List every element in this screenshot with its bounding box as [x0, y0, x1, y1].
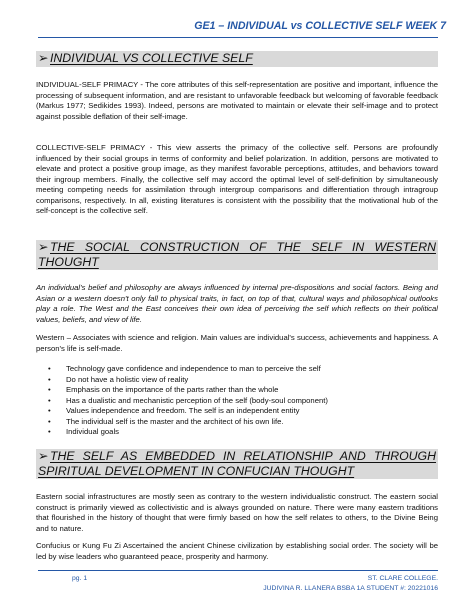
arrow-bullet-icon: ➢	[38, 449, 49, 463]
paragraph-individual-self-primacy: INDIVIDUAL-SELF PRIMACY - The core attributes of this self-representation are positive and important, influence the processing of subsequent information, and are resistant to unfavorable feedback but welcoming of favorable feedback (Markus 1977; Sedikides 1993). Indeed, persons are motivated to maintain or elevate their self-image and to protect against possible deflation of their self-image.	[36, 80, 438, 121]
footer-college: ST. CLARE COLLEGE.	[367, 575, 438, 582]
list-item: • Has a dualistic and mechanistic perception of the self (body-soul component)	[48, 395, 328, 405]
paragraph-confucius: Confucius or Kung Fu Zi Ascertained the ancient Chinese civilization by establishing social order. The society will be led by wise leaders who guaranteed peace, prosperity and harmony.	[36, 541, 438, 561]
footer-rule	[38, 570, 438, 571]
bullet-dot-icon: •	[48, 385, 51, 395]
arrow-bullet-icon: ➢	[38, 51, 49, 65]
paragraph-collective-self-primacy: COLLECTIVE-SELF PRIMACY - This view asserts the primacy of the collective self. Persons are profoundly influenced by their social groups in terms of conformity and belief polarization. In addition, persons are motivated to elevate and protect a positive group image, as they manifest favorable perceptions, attitudes, and behaviors toward their ingroup members. Finally, the collective self may accord the optimal level of self-definition by simultaneously meeting competing needs for assimilation through intergroup comparisons and differentiation through intragroup comparisons, respectively. In all, existing literatures is consistent with the possibility that the motivational hub of the self-concept is the collective self.	[36, 143, 438, 216]
list-item: • Technology gave confidence and independence to man to perceive the self	[48, 364, 321, 373]
paragraph-western-definition: Western – Associates with science and religion. Main values are individual's success, achievements and happiness. A person's life is self-made.	[36, 333, 438, 353]
arrow-bullet-icon: ➢	[38, 240, 49, 254]
bullet-dot-icon: •	[48, 427, 51, 437]
bullet-dot-icon: •	[48, 395, 51, 405]
list-item: • The individual self is the master and the architect of his own life.	[48, 416, 284, 426]
list-item: • Emphasis on the importance of the parts rather than the whole	[48, 385, 279, 395]
footer-page-number: pg. 1	[72, 575, 88, 582]
section-heading-individual-collective: ➢ INDIVIDUAL VS COLLECTIVE SELF	[36, 51, 438, 67]
western-traits-list	[48, 364, 433, 438]
bullet-dot-icon: •	[48, 416, 51, 426]
bullet-dot-icon: •	[48, 364, 51, 373]
bullet-dot-icon: •	[48, 406, 51, 416]
list-item: • Do not have a holistic view of reality	[48, 374, 189, 384]
section-heading-confucian-thought: ➢ THE SELF AS EMBEDDED IN RELATIONSHIP AND THROUGH SPIRITUAL DEVELOPMENT IN CONFUCIAN THOUGHT	[38, 449, 436, 478]
section-heading-western-thought: ➢ THE SOCIAL CONSTRUCTION OF THE SELF IN WESTERN THOUGHT	[38, 240, 436, 269]
footer-student-info: JUDIVINA R. LLANERA BSBA 1A STUDENT #: 20221016	[263, 585, 438, 592]
paragraph-eastern-construct: Eastern social infrastructures are mostly seen as contrary to the western individualistic construct. The eastern social construct is primarily viewed as collectivistic and is always grounded on nature. There were many eastern traditions that flourished in the history of thought that were firmly based on how the self relates to others, to the Divine Being and to nature.	[36, 492, 438, 533]
bullet-dot-icon: •	[48, 374, 51, 384]
paragraph-belief-philosophy: An individual's belief and philosophy are always influenced by internal pre-dispositions and social factors. Being and Asian or a western doesn't only fall to physical traits, in fact, on top of that, cultural ways and philosophical outlooks play a role. The West and the East conceives their own idea of perceiving the self which reflects on their political values, beliefs, and view of life.	[36, 283, 438, 324]
header-title: GE1 – INDIVIDUAL vs COLLECTIVE SELF WEEK 7	[194, 20, 446, 32]
header-rule	[38, 37, 438, 38]
list-item: • Values independence and freedom. The self is an independent entity	[48, 406, 300, 416]
list-item: • Individual goals	[48, 427, 119, 437]
